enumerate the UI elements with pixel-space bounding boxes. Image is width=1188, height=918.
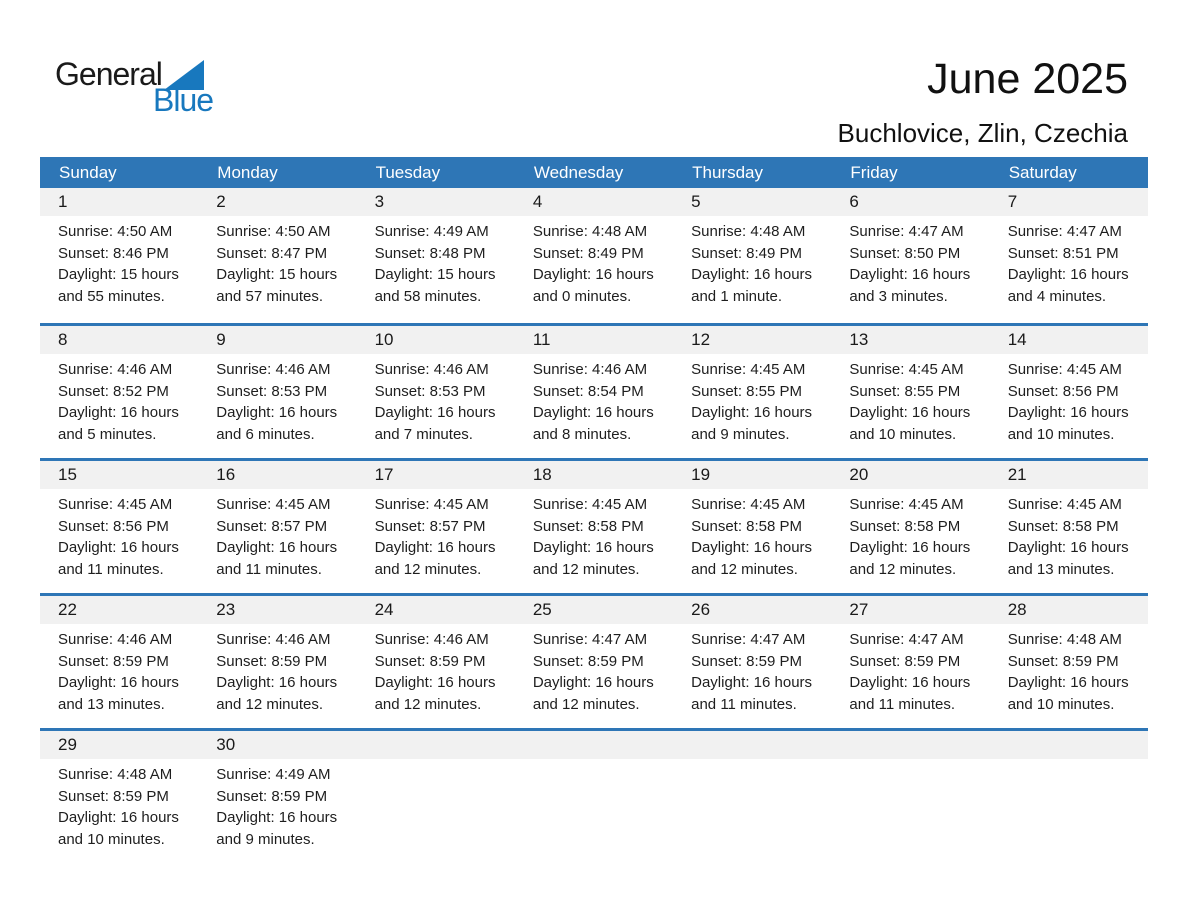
week-row-2 — [40, 323, 1148, 458]
calendar-day-cell — [515, 624, 673, 728]
day-number-cell — [198, 326, 356, 354]
calendar-day-cell — [198, 354, 356, 458]
daylight-line-2: and 3 minutes. — [849, 287, 948, 305]
day-number-cell — [40, 188, 198, 216]
daylight-line-2: and 13 minutes. — [1007, 560, 1115, 578]
day-number-cell — [198, 188, 356, 216]
day-number-cell — [673, 326, 831, 354]
day-number-cell — [357, 326, 515, 354]
calendar-day-cell — [357, 216, 515, 320]
day-detail-lines — [58, 489, 198, 580]
sunset-line: Sunset: 8:51 PM — [1007, 244, 1119, 262]
day-detail-lines — [216, 354, 356, 445]
day-number: 24 — [374, 600, 394, 619]
day-number-cell — [990, 326, 1148, 354]
calendar-day-cell — [357, 624, 515, 728]
sunset-line: Sunset: 8:59 PM — [216, 787, 328, 805]
daylight-line-2: and 10 minutes. — [1007, 425, 1115, 443]
day-detail-lines — [691, 624, 831, 715]
sunset-line: Sunset: 8:56 PM — [58, 517, 169, 535]
details-row — [40, 759, 1148, 863]
day-number-cell — [357, 188, 515, 216]
day-number-strip — [40, 188, 1148, 216]
day-detail-lines — [849, 216, 989, 307]
day-number: 1 — [58, 192, 68, 211]
day-number-cell — [198, 461, 356, 489]
day-detail-lines — [58, 216, 198, 307]
daylight-line-1: Daylight: 16 hours — [58, 809, 179, 826]
calendar-grid — [40, 157, 1148, 863]
sunset-line: Sunset: 8:57 PM — [216, 517, 328, 535]
daylight-line-2: and 4 minutes. — [1007, 287, 1107, 305]
day-number-cell — [831, 596, 989, 624]
calendar-day-cell — [40, 759, 198, 863]
calendar-day-cell — [673, 216, 831, 320]
details-row — [40, 354, 1148, 458]
sunset-line: Sunset: 8:53 PM — [216, 382, 328, 400]
sunset-line: Sunset: 8:48 PM — [374, 244, 486, 262]
day-number: 19 — [691, 465, 711, 484]
day-number: 5 — [691, 192, 701, 211]
calendar-day-cell — [673, 624, 831, 728]
daylight-line-1: Daylight: 16 hours — [58, 539, 179, 556]
day-detail-lines — [375, 489, 515, 580]
calendar-day-cell — [198, 489, 356, 593]
sunrise-line: Sunrise: 4:47 AM — [691, 631, 806, 648]
sunrise-line: Sunrise: 4:48 AM — [58, 766, 173, 783]
sunrise-line: Sunrise: 4:46 AM — [374, 361, 489, 378]
daylight-line-1: Daylight: 16 hours — [1007, 539, 1129, 556]
sunset-line: Sunset: 8:52 PM — [58, 382, 169, 400]
day-number-cell — [515, 326, 673, 354]
day-number: 18 — [532, 465, 552, 484]
daylight-line-1: Daylight: 16 hours — [58, 674, 179, 691]
sunset-line: Sunset: 8:58 PM — [1007, 517, 1119, 535]
sunset-line: Sunset: 8:46 PM — [58, 244, 169, 262]
weekday-header-wednesday: Wednesday — [533, 162, 624, 182]
sunset-line: Sunset: 8:57 PM — [374, 517, 486, 535]
calendar-day-cell — [831, 624, 989, 728]
daylight-line-2: and 13 minutes. — [58, 695, 165, 713]
daylight-line-1: Daylight: 16 hours — [691, 539, 813, 556]
daylight-line-1: Daylight: 16 hours — [691, 674, 813, 691]
daylight-line-1: Daylight: 16 hours — [532, 674, 654, 691]
calendar-day-cell — [40, 216, 198, 320]
daylight-line-2: and 12 minutes. — [374, 560, 482, 578]
day-detail-lines — [1008, 489, 1148, 580]
calendar-day-cell — [198, 216, 356, 320]
daylight-line-2: and 10 minutes. — [849, 425, 957, 443]
day-number: 10 — [374, 330, 394, 349]
day-detail-lines — [533, 624, 673, 715]
day-number: 14 — [1007, 330, 1027, 349]
day-number: 17 — [374, 465, 394, 484]
sunrise-line: Sunrise: 4:46 AM — [216, 631, 331, 648]
day-detail-lines — [849, 624, 989, 715]
daylight-line-1: Daylight: 16 hours — [691, 266, 813, 283]
week-row-4 — [40, 593, 1148, 728]
sunset-line: Sunset: 8:49 PM — [691, 244, 803, 262]
calendar-day-cell-empty — [990, 759, 1148, 863]
daylight-line-1: Daylight: 16 hours — [849, 674, 971, 691]
sunrise-line: Sunrise: 4:47 AM — [849, 631, 964, 648]
week-row-3 — [40, 458, 1148, 593]
sunset-line: Sunset: 8:59 PM — [532, 652, 644, 670]
day-number-strip — [40, 596, 1148, 624]
day-number: 2 — [216, 192, 226, 211]
daylight-line-1: Daylight: 16 hours — [691, 404, 813, 421]
day-number-cell — [990, 596, 1148, 624]
daylight-line-1: Daylight: 16 hours — [374, 674, 496, 691]
day-number-cell — [831, 326, 989, 354]
day-number-cell — [40, 731, 198, 759]
day-number-cell — [40, 596, 198, 624]
calendar-day-cell-empty — [357, 759, 515, 863]
day-number: 27 — [849, 600, 869, 619]
day-detail-lines — [216, 759, 356, 850]
daylight-line-2: and 9 minutes. — [216, 830, 315, 848]
calendar-day-cell — [198, 624, 356, 728]
day-detail-lines — [58, 759, 198, 850]
daylight-line-2: and 8 minutes. — [532, 425, 632, 443]
sunrise-line: Sunrise: 4:46 AM — [374, 631, 489, 648]
daylight-line-1: Daylight: 16 hours — [216, 809, 338, 826]
sunset-line: Sunset: 8:59 PM — [58, 652, 169, 670]
sunrise-line: Sunrise: 4:45 AM — [1007, 496, 1122, 513]
sunset-line: Sunset: 8:58 PM — [532, 517, 644, 535]
calendar-day-cell-empty — [831, 759, 989, 863]
day-number-cell — [831, 188, 989, 216]
daylight-line-1: Daylight: 16 hours — [532, 539, 654, 556]
sunrise-line: Sunrise: 4:47 AM — [849, 223, 964, 240]
day-number-cell — [515, 596, 673, 624]
day-number: 13 — [849, 330, 869, 349]
daylight-line-1: Daylight: 16 hours — [849, 539, 971, 556]
calendar-day-cell — [40, 354, 198, 458]
daylight-line-1: Daylight: 15 hours — [216, 266, 338, 283]
day-detail-lines — [691, 354, 831, 445]
day-number-cell — [40, 326, 198, 354]
day-number: 9 — [216, 330, 226, 349]
sunrise-line: Sunrise: 4:45 AM — [532, 496, 648, 513]
calendar-day-cell — [515, 216, 673, 320]
day-number: 22 — [58, 600, 77, 619]
daylight-line-1: Daylight: 16 hours — [532, 404, 654, 421]
day-detail-lines — [533, 216, 673, 307]
day-number: 11 — [532, 330, 551, 349]
daylight-line-2: and 7 minutes. — [374, 425, 473, 443]
daylight-line-1: Daylight: 16 hours — [216, 539, 338, 556]
general-blue-logo — [55, 58, 213, 116]
sunset-line: Sunset: 8:59 PM — [1007, 652, 1119, 670]
weekday-header-row — [40, 157, 1148, 188]
day-detail-lines — [533, 489, 673, 580]
weekday-header-friday: Friday — [850, 162, 898, 182]
day-number-cell — [515, 188, 673, 216]
sunset-line: Sunset: 8:59 PM — [374, 652, 486, 670]
day-number: 16 — [216, 465, 236, 484]
sunrise-line: Sunrise: 4:45 AM — [1007, 361, 1122, 378]
day-detail-lines — [691, 489, 831, 580]
details-row — [40, 624, 1148, 728]
week-row-1 — [40, 188, 1148, 323]
daylight-line-2: and 11 minutes. — [58, 560, 164, 578]
daylight-line-1: Daylight: 16 hours — [849, 404, 971, 421]
day-detail-lines — [1008, 216, 1148, 307]
calendar-day-cell — [40, 624, 198, 728]
details-row — [40, 216, 1148, 320]
sunrise-line: Sunrise: 4:48 AM — [691, 223, 806, 240]
sunset-line: Sunset: 8:50 PM — [849, 244, 961, 262]
daylight-line-2: and 11 minutes. — [849, 695, 956, 713]
daylight-line-2: and 10 minutes. — [58, 830, 165, 848]
day-number-strip — [40, 461, 1148, 489]
day-number-cell — [40, 461, 198, 489]
month-title: June 2025 — [927, 55, 1128, 103]
daylight-line-1: Daylight: 15 hours — [374, 266, 496, 283]
sunset-line: Sunset: 8:59 PM — [691, 652, 803, 670]
sunrise-line: Sunrise: 4:50 AM — [216, 223, 331, 240]
logo-word-general: General — [55, 56, 162, 92]
sunrise-line: Sunrise: 4:46 AM — [216, 361, 331, 378]
sunset-line: Sunset: 8:56 PM — [1007, 382, 1119, 400]
calendar-title-block — [838, 55, 1128, 149]
daylight-line-2: and 12 minutes. — [691, 560, 798, 578]
day-number: 15 — [58, 465, 77, 484]
daylight-line-2: and 12 minutes. — [532, 695, 640, 713]
weekday-header-tuesday: Tuesday — [375, 162, 441, 182]
weekday-header-sunday: Sunday — [59, 162, 117, 182]
sunset-line: Sunset: 8:59 PM — [849, 652, 961, 670]
sunrise-line: Sunrise: 4:46 AM — [532, 361, 648, 378]
day-number-cell — [990, 188, 1148, 216]
day-number: 20 — [849, 465, 869, 484]
calendar-day-cell — [357, 354, 515, 458]
weekday-header-saturday: Saturday — [1008, 162, 1077, 182]
sunrise-line: Sunrise: 4:45 AM — [216, 496, 331, 513]
sunrise-line: Sunrise: 4:45 AM — [374, 496, 489, 513]
calendar-day-cell — [515, 354, 673, 458]
sunset-line: Sunset: 8:54 PM — [532, 382, 644, 400]
day-number-cell-empty — [673, 731, 831, 759]
daylight-line-2: and 5 minutes. — [58, 425, 157, 443]
sunset-line: Sunset: 8:47 PM — [216, 244, 328, 262]
daylight-line-1: Daylight: 16 hours — [1007, 404, 1129, 421]
daylight-line-2: and 12 minutes. — [374, 695, 482, 713]
day-detail-lines — [375, 216, 515, 307]
calendar-body — [40, 188, 1148, 863]
sunrise-line: Sunrise: 4:46 AM — [58, 631, 173, 648]
daylight-line-2: and 11 minutes. — [216, 560, 322, 578]
day-number-cell — [673, 461, 831, 489]
daylight-line-1: Daylight: 16 hours — [849, 266, 971, 283]
day-number: 3 — [374, 192, 385, 211]
day-number-cell-empty — [990, 731, 1148, 759]
sunrise-line: Sunrise: 4:45 AM — [58, 496, 173, 513]
daylight-line-2: and 11 minutes. — [691, 695, 797, 713]
day-detail-lines — [216, 489, 356, 580]
day-number-cell — [515, 461, 673, 489]
sunset-line: Sunset: 8:59 PM — [58, 787, 169, 805]
calendar-day-cell — [831, 489, 989, 593]
day-number: 6 — [849, 192, 859, 211]
daylight-line-2: and 1 minute. — [691, 287, 783, 305]
day-number-cell — [198, 596, 356, 624]
sunrise-line: Sunrise: 4:45 AM — [691, 361, 806, 378]
day-number-cell — [673, 188, 831, 216]
calendar-day-cell — [198, 759, 356, 863]
day-number-cell-empty — [831, 731, 989, 759]
day-detail-lines — [1008, 354, 1148, 445]
daylight-line-2: and 58 minutes. — [374, 287, 482, 305]
day-number: 7 — [1007, 192, 1018, 211]
day-detail-lines — [849, 489, 989, 580]
calendar-day-cell — [673, 354, 831, 458]
calendar-day-cell-empty — [515, 759, 673, 863]
day-detail-lines — [849, 354, 989, 445]
day-number-cell — [990, 461, 1148, 489]
daylight-line-1: Daylight: 16 hours — [1007, 674, 1129, 691]
day-number-cell — [357, 596, 515, 624]
daylight-line-1: Daylight: 16 hours — [374, 539, 496, 556]
day-number: 28 — [1007, 600, 1027, 619]
daylight-line-1: Daylight: 16 hours — [374, 404, 496, 421]
day-number-strip — [40, 326, 1148, 354]
calendar-day-cell — [990, 354, 1148, 458]
day-number: 4 — [532, 192, 543, 211]
day-number: 26 — [691, 600, 711, 619]
day-number: 21 — [1007, 465, 1027, 484]
sunset-line: Sunset: 8:55 PM — [691, 382, 803, 400]
day-detail-lines — [375, 354, 515, 445]
logo-triangle-icon — [164, 60, 204, 90]
sunset-line: Sunset: 8:49 PM — [532, 244, 644, 262]
daylight-line-2: and 0 minutes. — [532, 287, 632, 305]
day-detail-lines — [375, 624, 515, 715]
daylight-line-1: Daylight: 16 hours — [216, 674, 338, 691]
daylight-line-1: Daylight: 16 hours — [216, 404, 338, 421]
sunrise-line: Sunrise: 4:48 AM — [532, 223, 648, 240]
daylight-line-2: and 12 minutes. — [849, 560, 957, 578]
calendar-day-cell — [990, 624, 1148, 728]
sunset-line: Sunset: 8:53 PM — [374, 382, 486, 400]
day-number: 25 — [532, 600, 552, 619]
day-detail-lines — [58, 624, 198, 715]
week-row-5 — [40, 728, 1148, 863]
calendar-day-cell — [831, 216, 989, 320]
daylight-line-2: and 12 minutes. — [216, 695, 324, 713]
daylight-line-2: and 6 minutes. — [216, 425, 315, 443]
day-detail-lines — [216, 216, 356, 307]
calendar-day-cell — [40, 489, 198, 593]
calendar-day-cell — [990, 216, 1148, 320]
sunrise-line: Sunrise: 4:45 AM — [691, 496, 806, 513]
day-number: 23 — [216, 600, 236, 619]
sunset-line: Sunset: 8:58 PM — [691, 517, 803, 535]
day-detail-lines — [533, 354, 673, 445]
day-number: 8 — [58, 330, 68, 349]
sunset-line: Sunset: 8:59 PM — [216, 652, 328, 670]
day-detail-lines — [691, 216, 831, 307]
day-number-cell — [831, 461, 989, 489]
sunset-line: Sunset: 8:58 PM — [849, 517, 961, 535]
day-number-cell — [198, 731, 356, 759]
calendar-day-cell — [831, 354, 989, 458]
sunrise-line: Sunrise: 4:47 AM — [532, 631, 648, 648]
daylight-line-2: and 57 minutes. — [216, 287, 324, 305]
daylight-line-2: and 12 minutes. — [532, 560, 640, 578]
day-number-cell-empty — [515, 731, 673, 759]
day-detail-lines — [1008, 624, 1148, 715]
day-number-cell-empty — [357, 731, 515, 759]
day-number-strip — [40, 731, 1148, 759]
daylight-line-2: and 10 minutes. — [1007, 695, 1115, 713]
day-number: 30 — [216, 735, 236, 754]
sunrise-line: Sunrise: 4:50 AM — [58, 223, 173, 240]
sunrise-line: Sunrise: 4:47 AM — [1007, 223, 1122, 240]
day-detail-lines — [58, 354, 198, 445]
sunrise-line: Sunrise: 4:45 AM — [849, 496, 964, 513]
sunrise-line: Sunrise: 4:48 AM — [1007, 631, 1122, 648]
day-detail-lines — [216, 624, 356, 715]
calendar-day-cell — [357, 489, 515, 593]
location-subtitle: Buchlovice, Zlin, Czechia — [837, 118, 1128, 148]
daylight-line-1: Daylight: 16 hours — [58, 404, 179, 421]
logo-word-blue: Blue — [153, 82, 214, 118]
day-number-cell — [673, 596, 831, 624]
calendar-day-cell-empty — [673, 759, 831, 863]
weekday-header-thursday: Thursday — [692, 162, 763, 182]
calendar-day-cell — [990, 489, 1148, 593]
sunrise-line: Sunrise: 4:46 AM — [58, 361, 173, 378]
details-row — [40, 489, 1148, 593]
daylight-line-1: Daylight: 15 hours — [58, 266, 179, 283]
sunrise-line: Sunrise: 4:49 AM — [216, 766, 331, 783]
day-number-cell — [357, 461, 515, 489]
sunrise-line: Sunrise: 4:49 AM — [374, 223, 489, 240]
daylight-line-1: Daylight: 16 hours — [1007, 266, 1129, 283]
calendar-day-cell — [673, 489, 831, 593]
calendar-day-cell — [515, 489, 673, 593]
weekday-header-monday: Monday — [217, 162, 278, 182]
daylight-line-2: and 9 minutes. — [691, 425, 790, 443]
day-number: 29 — [58, 735, 77, 754]
daylight-line-2: and 55 minutes. — [58, 287, 165, 305]
daylight-line-1: Daylight: 16 hours — [532, 266, 654, 283]
day-number: 12 — [691, 330, 711, 349]
sunset-line: Sunset: 8:55 PM — [849, 382, 961, 400]
sunrise-line: Sunrise: 4:45 AM — [849, 361, 964, 378]
